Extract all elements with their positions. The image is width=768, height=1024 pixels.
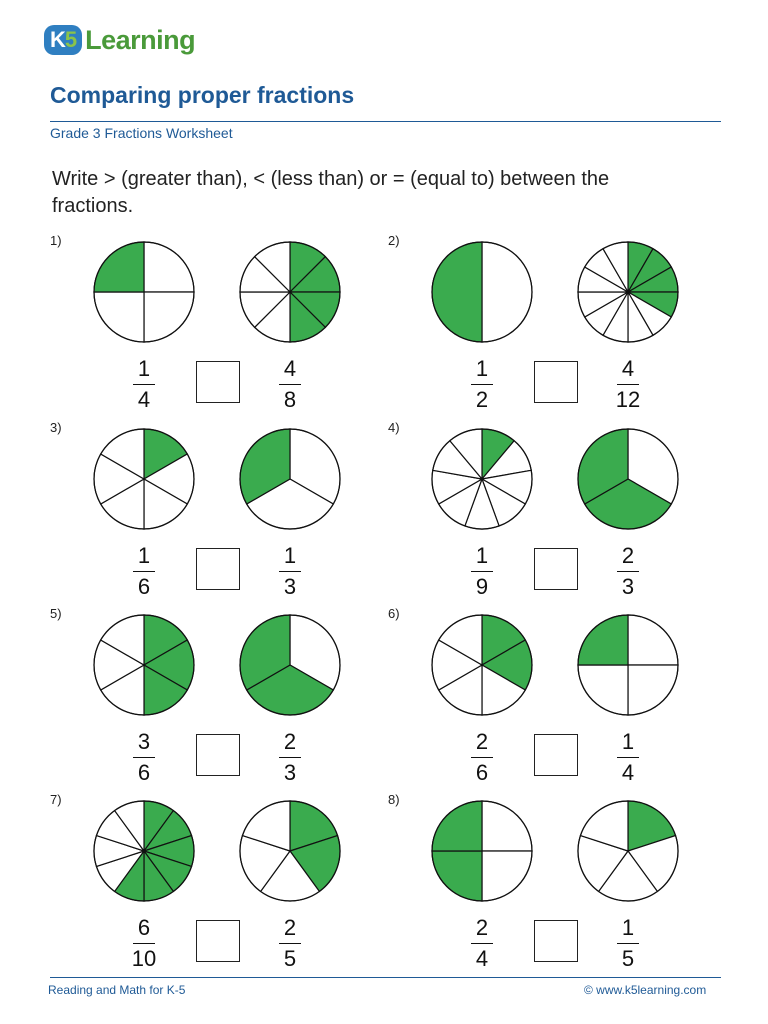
problem-5 [50, 606, 370, 796]
fraction-circle-left [430, 613, 534, 717]
fraction-bar [133, 757, 155, 758]
unshaded-slice [144, 292, 194, 342]
fraction-bar [279, 571, 301, 572]
fraction-right [268, 915, 312, 972]
fraction-numerator: 2 [475, 729, 489, 754]
fraction-circle-right [238, 427, 342, 531]
fraction-denominator: 9 [475, 574, 489, 599]
unshaded-slice [628, 615, 678, 665]
fraction-numerator: 1 [475, 356, 489, 381]
fraction-circle-right [238, 799, 342, 903]
fraction-bar [471, 943, 493, 944]
unshaded-slice [482, 801, 532, 851]
fraction-left [122, 729, 166, 786]
fraction-denominator: 4 [621, 760, 635, 785]
answer-box[interactable] [196, 920, 240, 962]
fraction-circle-right [576, 613, 680, 717]
fraction-bar [133, 384, 155, 385]
fraction-bar [471, 571, 493, 572]
fraction-circle-right [576, 240, 680, 344]
shaded-slice [432, 242, 482, 342]
fraction-denominator: 10 [131, 946, 157, 971]
problem-number: 2) [388, 233, 400, 248]
fraction-left [460, 915, 504, 972]
fraction-bar [471, 384, 493, 385]
fraction-bar [133, 943, 155, 944]
answer-box[interactable] [534, 734, 578, 776]
fraction-numerator: 6 [137, 915, 151, 940]
fraction-circle-left [92, 799, 196, 903]
fraction-left [122, 915, 166, 972]
fraction-numerator: 2 [475, 915, 489, 940]
fraction-denominator: 5 [283, 946, 297, 971]
fraction-circle-right [576, 799, 680, 903]
fraction-left [460, 543, 504, 600]
fraction-left [122, 356, 166, 413]
fraction-bar [471, 757, 493, 758]
unshaded-slice [628, 665, 678, 715]
problem-4 [388, 420, 708, 610]
fraction-denominator: 5 [621, 946, 635, 971]
page-subtitle: Grade 3 Fractions Worksheet [50, 125, 233, 141]
fraction-right [606, 729, 650, 786]
problem-number: 4) [388, 420, 400, 435]
unshaded-slice [144, 242, 194, 292]
fraction-denominator: 8 [283, 387, 297, 412]
fraction-numerator: 1 [475, 543, 489, 568]
fraction-bar [617, 384, 639, 385]
problem-2 [388, 233, 708, 423]
fraction-numerator: 4 [283, 356, 297, 381]
answer-box[interactable] [196, 734, 240, 776]
fraction-right [606, 356, 650, 413]
fraction-numerator: 1 [137, 356, 151, 381]
fraction-denominator: 6 [475, 760, 489, 785]
fraction-left [460, 356, 504, 413]
k5-learning-logo [44, 22, 195, 58]
fraction-circle-left [92, 427, 196, 531]
logo-badge [44, 25, 82, 55]
logo-text: Learning [85, 24, 196, 55]
problem-number: 1) [50, 233, 62, 248]
unshaded-slice [578, 665, 628, 715]
fraction-denominator: 6 [137, 760, 151, 785]
fraction-circle-left [430, 799, 534, 903]
problem-8 [388, 792, 708, 982]
fraction-right [268, 729, 312, 786]
header-divider [50, 121, 721, 122]
unshaded-slice [94, 292, 144, 342]
fraction-bar [279, 384, 301, 385]
fraction-numerator: 3 [137, 729, 151, 754]
problem-1 [50, 233, 370, 423]
fraction-circle-right [576, 427, 680, 531]
page-title: Comparing proper fractions [50, 82, 355, 108]
fraction-numerator: 1 [283, 543, 297, 568]
fraction-bar [133, 571, 155, 572]
fraction-denominator: 3 [283, 574, 297, 599]
fraction-numerator: 4 [621, 356, 635, 381]
shaded-slice [432, 851, 482, 901]
fraction-right [268, 543, 312, 600]
fraction-left [122, 543, 166, 600]
problem-3 [50, 420, 370, 610]
fraction-denominator: 12 [615, 387, 641, 412]
problem-6 [388, 606, 708, 796]
problem-number: 3) [50, 420, 62, 435]
fraction-denominator: 6 [137, 574, 151, 599]
answer-box[interactable] [196, 548, 240, 590]
problem-number: 8) [388, 792, 400, 807]
fraction-numerator: 1 [621, 729, 635, 754]
fraction-bar [617, 943, 639, 944]
fraction-left [460, 729, 504, 786]
fraction-circle-right [238, 240, 342, 344]
fraction-bar [279, 943, 301, 944]
fraction-denominator: 4 [475, 946, 489, 971]
answer-box[interactable] [534, 361, 578, 403]
fraction-numerator: 2 [283, 729, 297, 754]
fraction-right [606, 915, 650, 972]
fraction-circle-left [430, 427, 534, 531]
answer-box[interactable] [534, 548, 578, 590]
answer-box[interactable] [196, 361, 240, 403]
fraction-denominator: 2 [475, 387, 489, 412]
fraction-circle-left [92, 613, 196, 717]
footer-tagline: Reading and Math for K-5 [48, 983, 186, 997]
fraction-right [606, 543, 650, 600]
shaded-slice [94, 242, 144, 292]
fraction-numerator: 1 [137, 543, 151, 568]
fraction-bar [279, 757, 301, 758]
fraction-circle-left [92, 240, 196, 344]
footer-divider [50, 977, 721, 978]
fraction-numerator: 2 [283, 915, 297, 940]
fraction-right [268, 356, 312, 413]
fraction-denominator: 3 [621, 574, 635, 599]
logo-badge-k: K [50, 27, 65, 52]
fraction-numerator: 2 [621, 543, 635, 568]
fraction-denominator: 3 [283, 760, 297, 785]
unshaded-slice [482, 242, 532, 342]
problem-number: 5) [50, 606, 62, 621]
unshaded-slice [482, 851, 532, 901]
fraction-bar [617, 757, 639, 758]
fraction-numerator: 1 [621, 915, 635, 940]
problem-7 [50, 792, 370, 982]
answer-box[interactable] [534, 920, 578, 962]
instructions: Write > (greater than), < (less than) or = (equal to) between the fractions. [52, 168, 610, 217]
problem-number: 6) [388, 606, 400, 621]
fraction-circle-right [238, 613, 342, 717]
logo-badge-5: 5 [64, 27, 77, 52]
problem-number: 7) [50, 792, 62, 807]
shaded-slice [578, 615, 628, 665]
footer-copyright: © www.k5learning.com [584, 983, 707, 997]
shaded-slice [432, 801, 482, 851]
fraction-circle-left [430, 240, 534, 344]
fraction-bar [617, 571, 639, 572]
fraction-denominator: 4 [137, 387, 151, 412]
